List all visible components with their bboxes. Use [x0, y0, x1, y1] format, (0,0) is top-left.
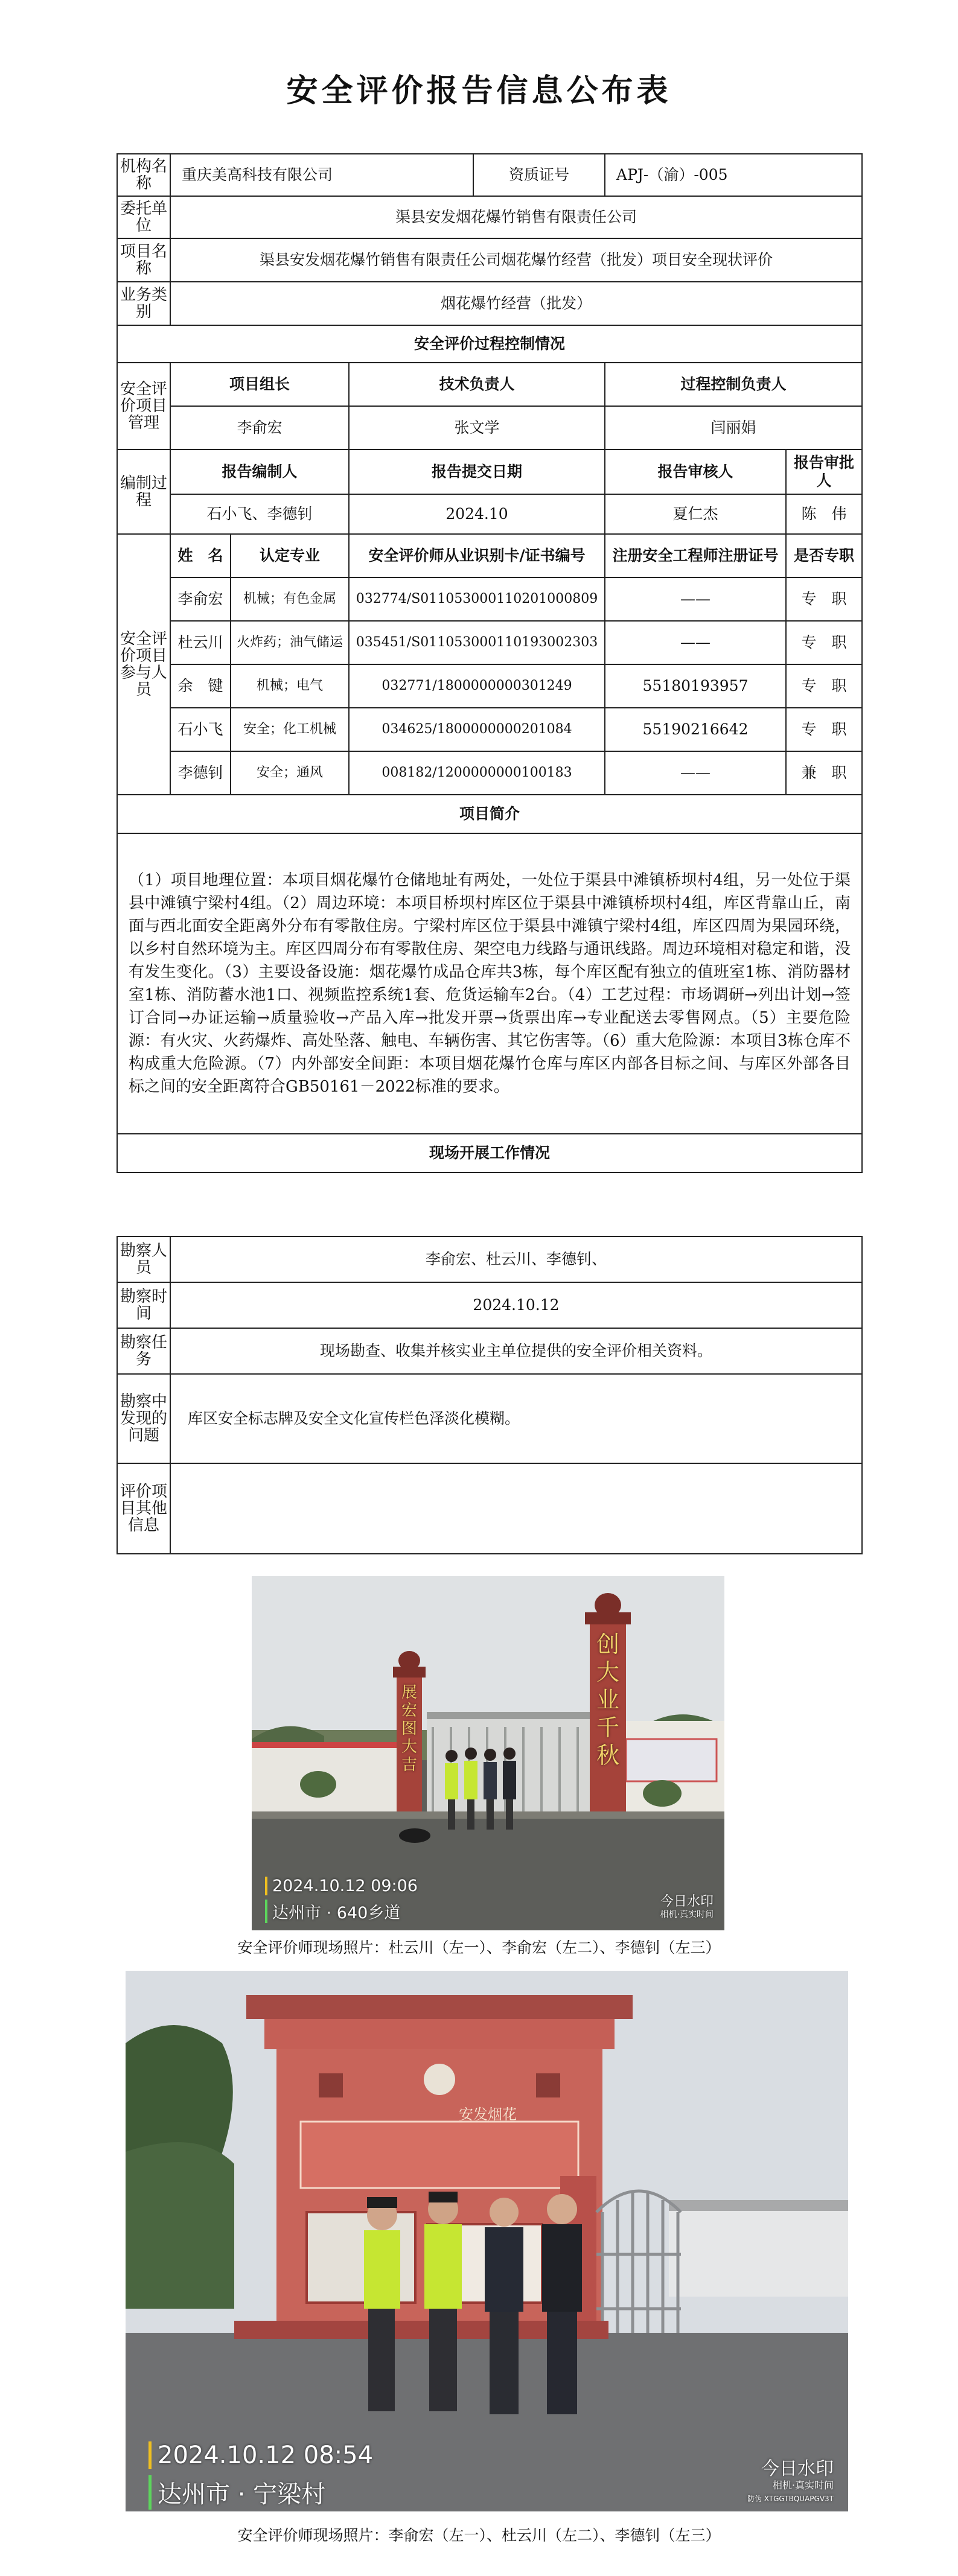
- staff-name: 李俞宏: [170, 577, 231, 621]
- cert-no-header: 安全评价师从业识别卡/证书编号: [349, 534, 605, 577]
- table-row: [117, 751, 862, 795]
- intro-text: （1）项目地理位置：本项目烟花爆竹仓储地址有两处，一处位于渠县中滩镇桥坝村4组，另一处位于渠县中滩镇宁梁村4组。（2）周边环境：本项目桥坝村库区位于渠县中滩镇桥坝村4组，库区背靠山丘，南面与西北面安全距离外分布有零散住房。宁梁村库区位于渠县中滩镇宁梁村4组，库区四周为果园环绕，以乡村自然环境为主。库区四周分布有零散住房、架空电力线路与通讯线路。周边环境相对稳定和谐，没有发生变化。（3）主要设备设施：烟花爆竹成品仓库共3栋，每个库区配有独立的值班室1栋、消防器材室1栋、消防蓄水池1口、视频监控系统1套、危货运输车2台。（4）工艺过程：市场调研→列出计划→签订合同→办证运输→质量验收→产品入库→批发开票→货票出库→专业配送去零售网点。（5）主要危险源：有火灾、火药爆炸、高处坠落、触电、车辆伤害、其它伤害等。（6）重大危险源：本项目3栋仓库不构成重大危险源。（7）内外部安全间距：本项目烟花爆竹仓库与库区内部各目标之间、与库区外部各目标之间的安全距离符合GB50161－2022标准的要求。: [117, 833, 862, 1134]
- staff-name: 石小飞: [170, 708, 231, 751]
- approver-value: 陈 伟: [786, 494, 862, 534]
- fieldwork-task-label: 勘察任务: [117, 1328, 170, 1374]
- staff-fulltime: 专 职: [786, 577, 862, 621]
- leader-value: 李俞宏: [170, 406, 349, 450]
- table-row: [117, 708, 862, 751]
- type-value: 烟花爆竹经营（批发）: [170, 282, 862, 325]
- pillar-right-text: 创大业千秋: [596, 1631, 619, 1769]
- reg-header: 注册安全工程师注册证号: [605, 534, 786, 577]
- process-section-title: 安全评价过程控制情况: [117, 325, 862, 363]
- staff-cert: 032771/1800000000301249: [349, 664, 605, 708]
- fulltime-header: 是否专职: [786, 534, 862, 577]
- staff-major: 安全；化工机械: [231, 708, 349, 751]
- staff-cert: 032774/S011053000110201000809: [349, 577, 605, 621]
- leader-header: 项目组长: [170, 363, 349, 406]
- date-value: 2024.10: [349, 494, 605, 534]
- staff-cert: 008182/1200000000100183: [349, 751, 605, 795]
- building-sign-text: 安发烟花: [459, 2106, 517, 2123]
- reviewer-value: 夏仁杰: [605, 494, 786, 534]
- reviewer-header: 报告审核人: [605, 450, 786, 494]
- date-header: 报告提交日期: [349, 450, 605, 494]
- ctrl-header: 过程控制负责人: [605, 363, 862, 406]
- fieldwork-issue-label: 勘察中发现的问题: [117, 1374, 170, 1463]
- cert-label: 资质证号: [473, 154, 605, 196]
- photo-2-location: 达州市 · 宁梁村: [148, 2475, 325, 2510]
- staff-fulltime: 专 职: [786, 621, 862, 664]
- photo-2-watermark-sub: 相机·真实时间: [772, 2479, 834, 2491]
- fieldwork-time-value: 2024.10.12: [170, 1282, 862, 1328]
- staff-major: 机械；有色金属: [231, 577, 349, 621]
- staff-name: 杜云川: [170, 621, 231, 664]
- tech-value: 张文学: [349, 406, 605, 450]
- org-value: 重庆美高科技有限公司: [170, 154, 473, 196]
- staff-name: 余 键: [170, 664, 231, 708]
- page-title: 安全评价报告信息公布表: [286, 72, 672, 109]
- table-row: [117, 664, 862, 708]
- tech-header: 技术负责人: [349, 363, 605, 406]
- staff-major: 安全；通风: [231, 751, 349, 795]
- author-header: 报告编制人: [170, 450, 349, 494]
- staff-cert: 034625/1800000000201084: [349, 708, 605, 751]
- fieldwork-issue-value: 库区安全标志牌及安全文化宣传栏色泽淡化模糊。: [170, 1374, 862, 1463]
- staff-reg: ——: [605, 751, 786, 795]
- client-label: 委托单位: [117, 196, 170, 238]
- major-header: 认定专业: [231, 534, 349, 577]
- mgmt-label: 安全评价项目管理: [117, 363, 170, 450]
- staff-reg: ——: [605, 577, 786, 621]
- staff-reg: 55190216642: [605, 708, 786, 751]
- cert-value: APJ-（渝）-005: [605, 154, 862, 196]
- type-label: 业务类别: [117, 282, 170, 325]
- site-photo-1: [252, 1576, 724, 1930]
- photo-1-timestamp: 2024.10.12 09:06: [265, 1877, 418, 1895]
- table-row: [117, 577, 862, 621]
- staff-fulltime: 兼 职: [786, 751, 862, 795]
- staff-reg: 55180193957: [605, 664, 786, 708]
- intro-title: 项目简介: [117, 795, 862, 833]
- photo-2-timestamp: 2024.10.12 08:54: [148, 2441, 373, 2469]
- ctrl-value: 闫丽娟: [605, 406, 862, 450]
- photo-2-caption: 安全评价师现场照片：李俞宏（左一）、杜云川（左二）、李德钊（左三）: [237, 2527, 721, 2544]
- pillar-left-text: 展宏图大吉: [401, 1684, 417, 1774]
- staff-name: 李德钊: [170, 751, 231, 795]
- client-value: 渠县安发烟花爆竹销售有限责任公司: [170, 196, 862, 238]
- prep-label: 编制过程: [117, 450, 170, 534]
- project-value: 渠县安发烟花爆竹销售有限责任公司烟花爆竹经营（批发）项目安全现状评价: [170, 238, 862, 282]
- staff-label: 安全评价项目参与人员: [117, 534, 170, 795]
- photo-1-caption: 安全评价师现场照片：杜云川（左一）、李俞宏（左二）、李德钊（左三）: [237, 1939, 721, 1956]
- staff-fulltime: 专 职: [786, 664, 862, 708]
- photo-1-watermark: 今日水印: [660, 1894, 714, 1909]
- staff-major: 机械；电气: [231, 664, 349, 708]
- staff-cert: 035451/S011053000110193002303: [349, 621, 605, 664]
- fieldwork-staff-label: 勘察人员: [117, 1236, 170, 1282]
- photo-2-code: 防伪 XTGGTBQUAPGV3T: [747, 2495, 834, 2503]
- fieldwork-other-label: 评价项目其他信息: [117, 1463, 170, 1554]
- fieldwork-staff-value: 李俞宏、杜云川、李德钊、: [170, 1236, 862, 1282]
- author-value: 石小飞、李德钊: [170, 494, 349, 534]
- project-label: 项目名称: [117, 238, 170, 282]
- fieldwork-table: [117, 1236, 863, 1554]
- fieldwork-time-label: 勘察时间: [117, 1282, 170, 1328]
- info-table: [117, 153, 863, 1173]
- fieldwork-other-value: [170, 1463, 862, 1554]
- staff-reg: ——: [605, 621, 786, 664]
- fieldwork-task-value: 现场勘查、收集并核实业主单位提供的安全评价相关资料。: [170, 1328, 862, 1374]
- table-row: [117, 621, 862, 664]
- photo-1-location: 达州市 · 640乡道: [265, 1900, 400, 1923]
- staff-major: 火炸药；油气储运: [231, 621, 349, 664]
- photo-1-watermark-sub: 相机·真实时间: [660, 1910, 714, 1919]
- fieldwork-title: 现场开展工作情况: [117, 1134, 862, 1172]
- org-label: 机构名称: [117, 154, 170, 196]
- photo-2-watermark: 今日水印: [761, 2458, 834, 2479]
- site-photo-2: [126, 1971, 848, 2511]
- staff-fulltime: 专 职: [786, 708, 862, 751]
- name-header: 姓 名: [170, 534, 231, 577]
- approver-header: 报告审批人: [786, 450, 862, 494]
